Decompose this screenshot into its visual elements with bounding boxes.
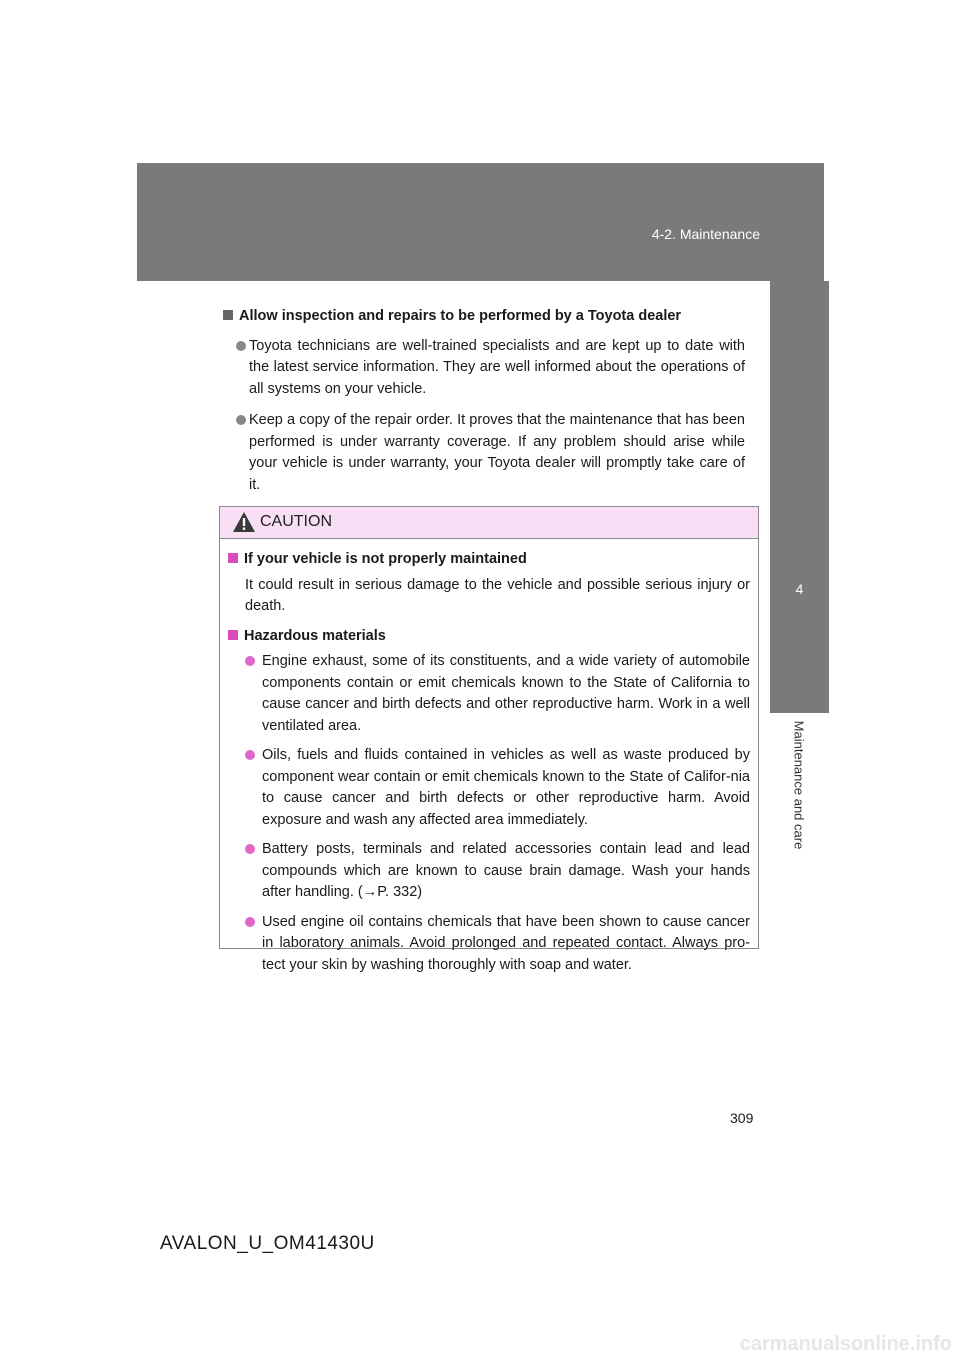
list-item: [228, 745, 750, 831]
watermark: carmanualsonline.info: [739, 1333, 952, 1355]
circle-bullet-icon: [236, 341, 246, 351]
list-item: [223, 410, 745, 496]
section-title: 4-2. Maintenance: [651, 226, 760, 242]
caution-title: CAUTION: [260, 513, 332, 530]
list-item: [223, 336, 745, 401]
list-item-text: Battery posts, terminals and related accessories contain lead and lead compounds which are known to cause brain damage. Wash your hands after handling. (→P. 332): [262, 841, 750, 900]
circle-bullet-icon: [245, 844, 255, 854]
caution-heading: [228, 626, 750, 648]
caution-heading-text: If your vehicle is not properly maintained: [244, 551, 527, 567]
warning-triangle-icon: [232, 510, 256, 534]
caution-box: [219, 506, 759, 973]
circle-bullet-icon: [245, 917, 255, 927]
square-bullet-icon: [228, 553, 238, 563]
square-bullet-icon: [223, 310, 233, 320]
caution-paragraph: It could result in serious damage to the vehicle and possible serious injury or death.: [245, 576, 750, 614]
circle-bullet-icon: [245, 656, 255, 666]
list-item-text: Keep a copy of the repair order. It proves that the maintenance that has been performed is under warranty coverage. If any problem should arise while your vehicle is under warranty, your Toyota dealer will promptly take care of it.: [249, 412, 745, 493]
list-item-text: Used engine oil contains chemicals that have been shown to cause cancer in laboratory animals. Avoid prolonged and repeated contact. Always pro-tect your skin by washing thoroughly with soap and water.: [262, 913, 750, 973]
list-item: [228, 912, 750, 977]
caution-body: [220, 539, 758, 976]
caution-heading: [228, 549, 750, 571]
list-item: [228, 651, 750, 737]
section-heading: [223, 306, 745, 328]
circle-bullet-icon: [245, 750, 255, 760]
chapter-number: 4: [795, 581, 804, 597]
list-item: [228, 839, 750, 904]
square-bullet-icon: [228, 630, 238, 640]
list-item-text: Engine exhaust, some of its constituents, and a wide variety of automobile components contain or emit chemicals known to the State of California to cause cancer and birth defects and other reproductive harm. Work in a well ventilated area.: [262, 653, 750, 734]
circle-bullet-icon: [236, 415, 246, 425]
chapter-tab: [770, 281, 829, 713]
document-code: AVALON_U_OM41430U: [160, 1233, 375, 1254]
list-item-text: Oils, fuels and fluids contained in vehicles as well as waste produced by component wear contain or emit chemicals known to the State of Califor-nia to cause cancer and birth defects or other reproductive harm. Avoid exposure and wash any affected area immediately.: [262, 747, 750, 828]
header-band: [137, 163, 824, 281]
list-item-text: Toyota technicians are well-trained specialists and are kept up to date with the latest service information. They are well informed about the operations of all systems on your vehicle.: [249, 337, 745, 397]
chapter-title: Maintenance and care: [791, 720, 807, 850]
caution-heading-text: Hazardous materials: [244, 627, 386, 644]
page-number: 309: [730, 1110, 754, 1126]
section-heading-text: Allow inspection and repairs to be performed by a Toyota dealer: [239, 308, 682, 324]
caution-header: [220, 507, 758, 539]
main-content: [223, 306, 745, 506]
